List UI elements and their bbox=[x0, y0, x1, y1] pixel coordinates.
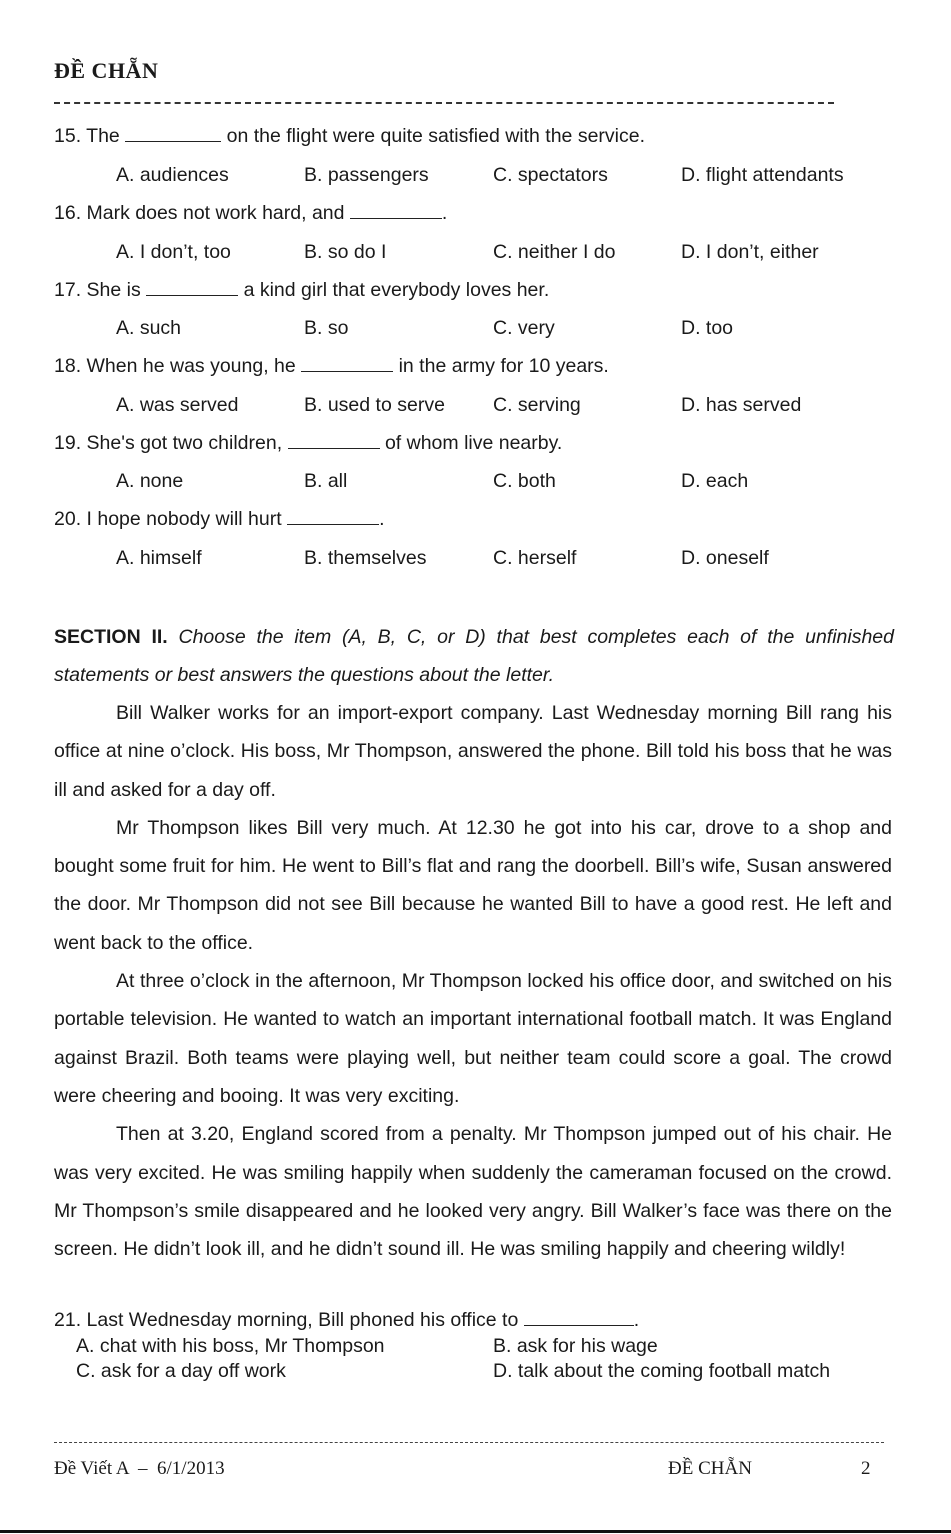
reading-passage bbox=[54, 694, 892, 1268]
option-a: A. I don’t, too bbox=[116, 241, 231, 263]
option-a: A. was served bbox=[116, 394, 239, 416]
question-stem: 19. She's got two children, bbox=[54, 432, 283, 454]
footer-version: ĐỀ CHẴN bbox=[668, 1458, 752, 1479]
question-stem-end: on the flight were quite satisfied with the service. bbox=[221, 125, 646, 147]
option-c: C. serving bbox=[493, 394, 581, 416]
option-c: C. very bbox=[493, 317, 555, 339]
question-stem: 21. Last Wednesday morning, Bill phoned his office to bbox=[54, 1309, 519, 1331]
option-c: C. neither I do bbox=[493, 241, 616, 263]
option-d: D. oneself bbox=[681, 547, 769, 569]
answer-blank bbox=[287, 508, 379, 525]
question-16 bbox=[54, 201, 447, 225]
passage-paragraph: At three o’clock in the afternoon, Mr Thompson locked his office door, and switched on his portable television. He wanted to watch an important international football match. It was England against Brazil. Both teams were playing well, but neither team could score a goal. The crowd were cheering and booing. It was very exciting. bbox=[54, 970, 892, 1107]
option-c: C. ask for a day off work bbox=[76, 1360, 286, 1382]
question-stem: 20. I hope nobody will hurt bbox=[54, 508, 282, 530]
question-stem-end: of whom live nearby. bbox=[379, 432, 563, 454]
option-a: A. audiences bbox=[116, 164, 229, 186]
question-20 bbox=[54, 507, 385, 531]
question-stem: 15. The bbox=[54, 125, 120, 147]
question-stem: 17. She is bbox=[54, 279, 141, 301]
page-title: ĐỀ CHẴN bbox=[54, 58, 159, 83]
question-stem-end: a kind girl that everybody loves her. bbox=[238, 279, 550, 301]
option-c: C. both bbox=[493, 470, 556, 492]
answer-blank bbox=[125, 125, 221, 142]
option-b: B. so bbox=[304, 317, 349, 339]
answer-blank bbox=[350, 202, 442, 219]
section-instruction-text: Choose the item (A, B, C, or D) that best completes each of the unfinished statements or best answers the questions about the letter. bbox=[54, 626, 894, 687]
option-a: A. chat with his boss, Mr Thompson bbox=[76, 1335, 385, 1357]
footer-exam-info: Đề Viết A – 6/1/2013 bbox=[54, 1458, 225, 1479]
footer-divider bbox=[54, 1442, 884, 1443]
option-b: B. so do I bbox=[304, 241, 387, 263]
option-b: B. themselves bbox=[304, 547, 427, 569]
option-b: B. used to serve bbox=[304, 394, 445, 416]
option-d: D. flight attendants bbox=[681, 164, 844, 186]
question-15 bbox=[54, 124, 645, 148]
answer-blank bbox=[524, 1309, 634, 1326]
passage-paragraph: Bill Walker works for an import-export company. Last Wednesday morning Bill rang his office at nine o’clock. His boss, Mr Thompson, answered the phone. Bill told his boss that he was ill and asked for a day off. bbox=[54, 702, 892, 801]
question-19 bbox=[54, 431, 562, 455]
answer-blank bbox=[288, 432, 380, 449]
question-stem-end: . bbox=[441, 202, 448, 224]
option-a: A. himself bbox=[116, 547, 202, 569]
option-d: D. each bbox=[681, 470, 749, 492]
page-number: 2 bbox=[861, 1458, 871, 1479]
section-label: SECTION II. bbox=[54, 626, 168, 648]
question-17 bbox=[54, 278, 549, 302]
option-c: C. herself bbox=[493, 547, 577, 569]
question-stem-end: . bbox=[633, 1309, 640, 1331]
question-21 bbox=[54, 1308, 639, 1332]
question-18 bbox=[54, 354, 609, 378]
option-b: B. ask for his wage bbox=[493, 1335, 658, 1357]
option-a: A. such bbox=[116, 317, 182, 339]
question-stem: 16. Mark does not work hard, and bbox=[54, 202, 345, 224]
option-d: D. too bbox=[681, 317, 734, 339]
bottom-border bbox=[0, 1530, 951, 1533]
option-b: B. all bbox=[304, 470, 348, 492]
question-stem-end: . bbox=[379, 508, 385, 530]
answer-blank bbox=[301, 355, 393, 372]
option-a: A. none bbox=[116, 470, 184, 492]
passage-paragraph: Mr Thompson likes Bill very much. At 12.30 he got into his car, drove to a shop and bought some fruit for him. He went to Bill’s flat and rang the doorbell. Bill’s wife, Susan answered the door. Mr Thompson did not see Bill because he wanted Bill to have a good rest. He left and went back to the office. bbox=[54, 816, 892, 954]
answer-blank bbox=[146, 279, 238, 296]
option-d: D. has served bbox=[681, 394, 802, 416]
question-stem-end: in the army for 10 years. bbox=[393, 355, 609, 377]
option-d: D. talk about the coming football match bbox=[493, 1360, 831, 1382]
section-instruction bbox=[54, 618, 894, 695]
option-c: C. spectators bbox=[493, 164, 608, 186]
question-stem: 18. When he was young, he bbox=[54, 355, 296, 377]
option-b: B. passengers bbox=[304, 164, 429, 186]
passage-paragraph: Then at 3.20, England scored from a penalty. Mr Thompson jumped out of his chair. He was very excited. He was smiling happily when suddenly the cameraman focused on the crowd. Mr Thompson’s smile disappeared and he looked very angry. Bill Walker’s face was there on the screen. He didn’t look ill, and he didn’t sound ill. He was smiling happily and cheering wildly! bbox=[54, 1123, 892, 1261]
top-divider bbox=[54, 102, 834, 104]
option-d: D. I don’t, either bbox=[681, 241, 819, 263]
